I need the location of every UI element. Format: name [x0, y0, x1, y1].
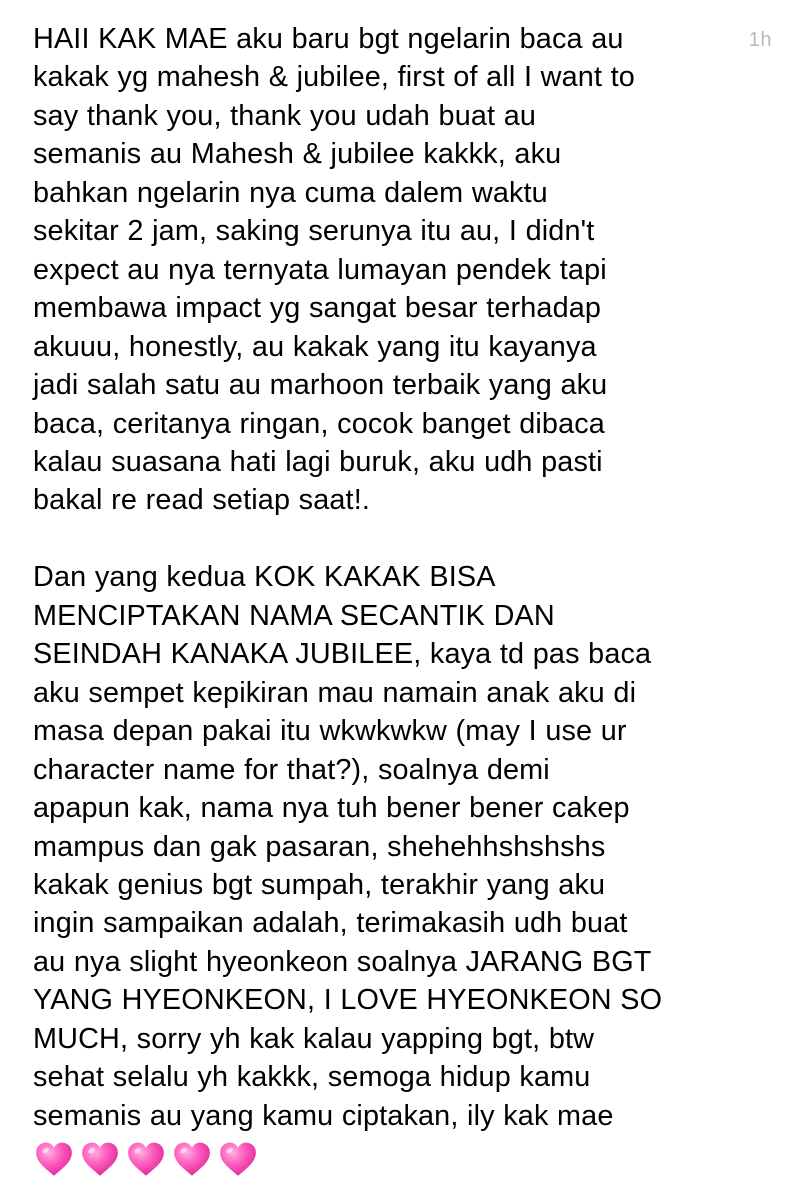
- message-line: bahkan ngelarin nya cuma dalem waktu: [33, 176, 548, 209]
- message-line: mampus dan gak pasaran, shehehhshshshs: [33, 830, 606, 863]
- message-line: character name for that?), soalnya demi: [33, 753, 550, 786]
- pink-heart-icon: [33, 1139, 75, 1181]
- message-line: SEINDAH KANAKA JUBILEE, kaya td pas baca: [33, 638, 652, 671]
- message-line: Dan yang kedua KOK KAKAK BISA: [33, 561, 496, 594]
- message-line: apapun kak, nama nya tuh bener bener cakep: [33, 792, 630, 825]
- message-line: kalau suasana hati lagi buruk, aku udh pasti: [33, 445, 603, 478]
- message-line: sehat selalu yh kakkk, semoga hidup kamu: [33, 1061, 591, 1094]
- message-line: say thank you, thank you udah buat au: [33, 99, 537, 132]
- pink-heart-icon: [79, 1139, 121, 1181]
- message-line: au nya slight hyeonkeon soalnya JARANG BGT: [33, 945, 652, 978]
- message-line: YANG HYEONKEON, I LOVE HYEONKEON SO: [33, 984, 663, 1017]
- message-line: kakak yg mahesh & jubilee, first of all I want to: [33, 61, 635, 94]
- message-line: bakal re read setiap saat!.: [33, 484, 371, 517]
- message-line: MUCH, sorry yh kak kalau yapping bgt, btw: [33, 1022, 595, 1055]
- message-paragraph-1: [33, 20, 723, 520]
- hearts-row: [33, 1139, 723, 1181]
- pink-heart-icon: [125, 1139, 167, 1181]
- message-line: MENCIPTAKAN NAMA SECANTIK DAN: [33, 599, 555, 632]
- message-line: akuuu, honestly, au kakak yang itu kayanya: [33, 330, 597, 363]
- message-line: semanis au yang kamu ciptakan, ily kak mae: [33, 1099, 614, 1132]
- message-line: HAII KAK MAE aku baru bgt ngelarin baca au: [33, 23, 624, 55]
- message-line: aku sempet kepikiran mau namain anak aku di: [33, 676, 637, 709]
- pink-heart-icon: [171, 1139, 213, 1181]
- message-line: kakak genius bgt sumpah, terakhir yang aku: [33, 868, 606, 901]
- timestamp: 1h: [748, 29, 772, 51]
- message-line: sekitar 2 jam, saking serunya itu au, I didn't: [33, 215, 595, 248]
- message-line: baca, ceritanya ringan, cocok banget dibaca: [33, 407, 605, 440]
- message-line: expect au nya ternyata lumayan pendek tapi: [33, 253, 607, 286]
- pink-heart-icon: [217, 1139, 259, 1181]
- message-line: membawa impact yg sangat besar terhadap: [33, 292, 602, 325]
- message-paragraph-2: [33, 558, 723, 1135]
- message-line: semanis au Mahesh & jubilee kakkk, aku: [33, 138, 562, 171]
- message-line: masa depan pakai itu wkwkwkw (may I use ur: [33, 715, 627, 748]
- message-body: [33, 20, 723, 1181]
- message-line: ingin sampaikan adalah, terimakasih udh buat: [33, 907, 628, 940]
- message-line: jadi salah satu au marhoon terbaik yang aku: [33, 369, 608, 402]
- paragraph-spacer: [33, 520, 723, 558]
